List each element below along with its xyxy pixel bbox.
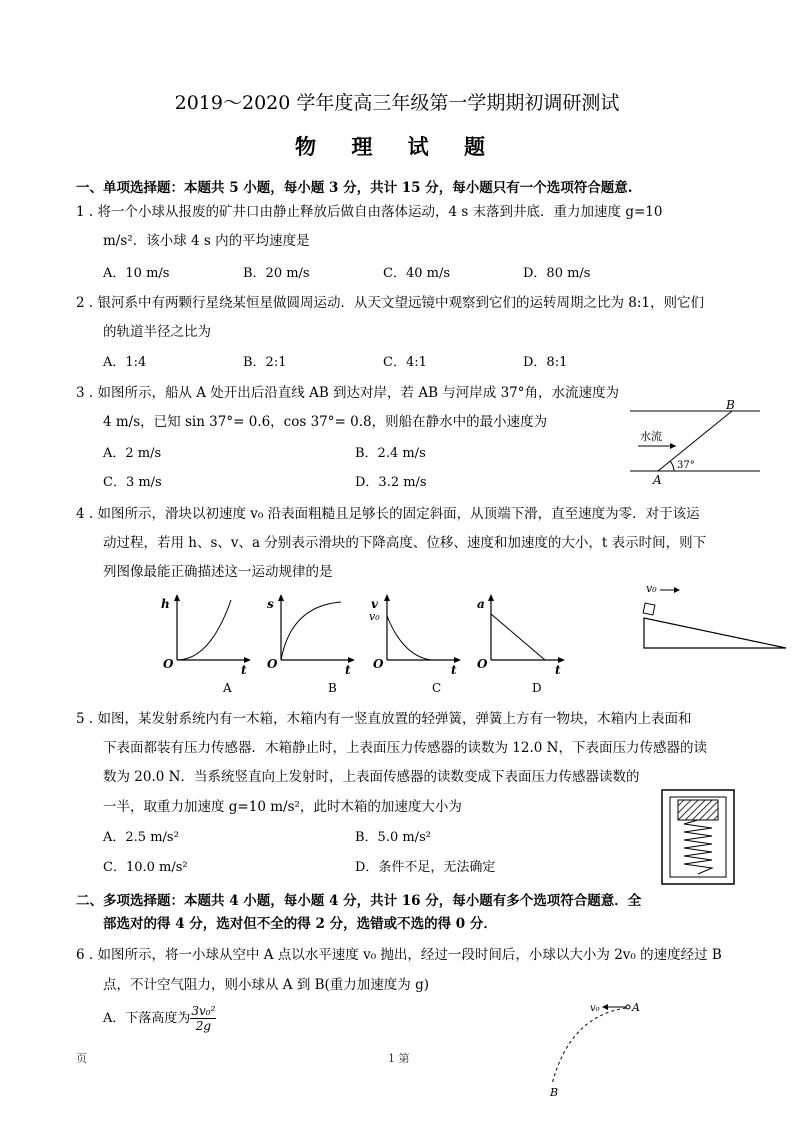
q4-graphs [155,592,585,698]
q5-line3: 数为 20.0 N．当系统竖直向上发射时，上表面传感器的读数变成下表面压力传感器读数的 [103,769,640,785]
section2-line1: 二、多项选择题：本题共 4 小题，每小题 4 分，共计 16 分，每小题有多个选项符合题意．全 [76,893,642,909]
graph-a-ylabel: h [161,597,170,611]
q2-line2: 的轨道半径之比为 [103,324,211,340]
slider-block [643,603,655,615]
flow-arrow-head [670,443,676,449]
graph-d-xlabel: t [555,663,561,677]
fraction-numerator: 3v₀² [191,1004,216,1018]
q2-line1: 2 . 银河系中有两颗行星绕某恒星做圆周运动．从天文望远镜中观察到它们的运转周期之比为 8:1，则它们 [76,295,704,311]
footer-page-number: 1 第 [388,1052,410,1065]
q6-option-a-prefix: A．下落高度为 [103,1011,191,1026]
q6-option-a [103,1004,216,1033]
incline-v0-label: v₀ [646,582,657,595]
q6-v0-label: v₀ [590,1003,600,1014]
graph-c-origin: O [373,657,384,671]
q2-option-c: C．4:1 [383,355,427,370]
q6-label-a: A [632,1001,640,1014]
graph-c-ylabel: v [371,597,378,611]
q4-incline-figure [640,578,790,654]
label-b: B [726,398,735,412]
q3-line1: 3 . 如图所示，船从 A 处开出后沿直线 AB 到达对岸，若 AB 与河岸成 37°角，水流速度为 [76,385,620,401]
q2-option-b: B．2:1 [243,355,287,370]
q6-label-b: B [550,1086,559,1099]
q5-option-c: C．10.0 m/s² [103,860,188,875]
graph-b-curve [281,602,341,660]
q3-line2: 4 m/s，已知 sin 37°= 0.6，cos 37°= 0.8，则船在静水中的最小速度为 [103,414,548,430]
q5-option-d: D．条件不足，无法确定 [355,860,496,875]
graph-c [369,594,461,695]
exam-title: 2019～2020 学年度高三年级第一学期期初调研测试 [174,92,620,114]
q4-line3: 列图像最能正确描述这一运动规律的是 [103,564,333,580]
q3-river-figure [620,398,770,486]
q1-option-d: D．80 m/s [523,266,591,281]
label-a: A [653,473,662,486]
fraction-denominator: 2g [195,1019,212,1033]
q1-option-c: C．40 m/s [383,266,450,281]
incline-wedge [644,618,786,648]
flow-label: 水流 [640,430,662,443]
angle-arc [670,461,674,471]
q5-box-figure [660,788,736,886]
graph-b [267,594,355,695]
q1-option-b: B．20 m/s [243,266,310,281]
graph-b-ylabel: s [267,597,274,611]
q6-option-a-fraction [190,1004,216,1033]
q6-line1: 6 . 如图所示，将一小球从空中 A 点以水平速度 v₀ 抛出，经过一段时间后，小球以大小为 2v₀ 的速度经过 B [76,947,722,963]
graph-a [161,594,251,695]
graph-d-ylabel: a [477,597,485,611]
q4-line1: 4 . 如图所示，滑块以初速度 v₀ 沿表面粗糙且足够长的固定斜面，从顶端下滑，直至速度为零．对于该运 [76,506,700,522]
graph-c-y0: v₀ [369,610,380,623]
graph-d-origin: O [477,657,488,671]
q5-option-b: B．5.0 m/s² [355,830,431,845]
graph-c-xlabel: t [451,663,457,677]
q5-option-a: A．2.5 m/s² [103,830,179,845]
graph-d [477,594,565,695]
q5-line1: 5 . 如图，某发射系统内有一木箱，木箱内有一竖直放置的轻弹簧，弹簧上方有一物块，木箱内上表面和 [76,711,692,727]
q3-option-b: B．2.4 m/s [355,446,426,461]
q5-line4: 一半，取重力加速度 g=10 m/s²，此时木箱的加速度大小为 [103,799,462,815]
trajectory [552,1008,626,1084]
q6-line2: 点，不计空气阻力，则小球从 A 到 B(重力加速度为 g) [103,977,430,993]
q1-option-a: A．10 m/s [103,266,170,281]
angle-label: 37° [677,460,695,471]
graph-d-line [491,614,545,660]
q6-projectile-figure [540,996,650,1100]
path-ab [658,411,732,471]
graph-d-caption: D [532,681,542,695]
block [678,800,718,820]
section1-heading: 一、单项选择题：本题共 5 小题，每小题 3 分，共计 15 分，每小题只有一个选项符合题意. [76,180,633,196]
q3-option-c: C．3 m/s [103,475,162,490]
section2-line2: 部选对的得 4 分，选对但不全的得 2 分，选错或不选的得 0 分． [103,916,497,932]
graph-a-origin: O [163,657,174,671]
graph-a-curve [177,600,231,660]
point-a [626,1005,630,1009]
q3-option-a: A．2 m/s [103,446,162,461]
footer-left: 页 [76,1052,87,1065]
graph-b-origin: O [267,657,278,671]
q4-line2: 动过程，若用 h、s、v、a 分别表示滑块的下降高度、位移、速度和加速度的大小，t 表示时间，则下 [103,535,707,551]
exam-subtitle: 物 理 试 题 [295,134,499,159]
graph-b-caption: B [328,681,337,695]
q2-option-a: A．1:4 [103,355,147,370]
graph-c-curve [387,616,431,660]
q1-line2: m/s²．该小球 4 s 内的平均速度是 [103,233,310,249]
q1-line1: 1 . 将一个小球从报废的矿井口由静止释放后做自由落体运动，4 s 末落到井底．重力加速度 g=10 [76,204,663,220]
q2-option-d: D．8:1 [523,355,568,370]
q5-line2: 下表面都装有压力传感器．木箱静止时，上表面压力传感器的读数为 12.0 N，下表面压力传感器的读 [103,740,707,756]
graph-a-xlabel: t [241,663,247,677]
graph-a-caption: A [223,681,232,695]
graph-b-xlabel: t [345,663,351,677]
q3-option-d: D．3.2 m/s [355,475,427,490]
graph-c-caption: C [432,681,442,695]
